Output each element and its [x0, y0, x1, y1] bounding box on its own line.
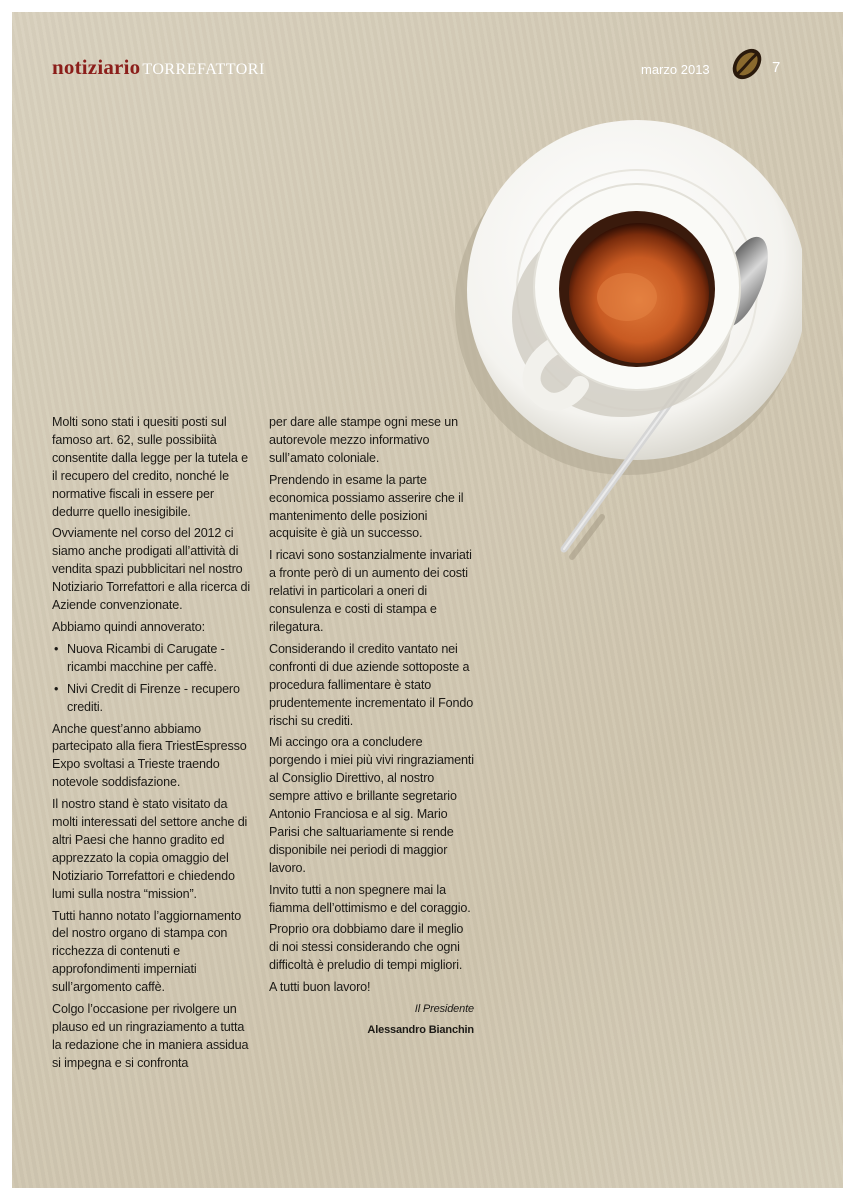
- paragraph: Invito tutti a non spegnere mai la fiamma dell’ottimismo e del coraggio.: [269, 882, 471, 915]
- list-item: • Nuova Ricambi di Carugate - ricambi macchine per caffè.: [52, 641, 252, 677]
- text-column-left: [52, 414, 252, 1077]
- paragraph: Il nostro stand è stato visitato da molti interessati del settore anche di altri Paesi che hanno gradito ed apprezzato la copia omaggio del Notiziario Torrefattori e chiedendo lumi sulla nostra “mission”.: [52, 797, 248, 901]
- masthead: [52, 55, 265, 80]
- coffee-bean-icon: [727, 44, 767, 84]
- paragraph: Considerando il credito vantato nei confronti di due aziende sottoposte a procedura fallimentare è stato prudentemente incrementato il Fondo rischi su crediti.: [269, 641, 474, 728]
- brand-notiziario: notiziario: [52, 55, 141, 79]
- paragraph: Ovviamente nel corso del 2012 ci siamo anche prodigati all’attività di vendita spazi pubblicitari nel nostro Notiziario Torrefattori e alla ricerca di Aziende convenzionate.: [52, 526, 250, 613]
- signature-role: Il Presidente: [414, 1003, 474, 1016]
- paragraph: Colgo l’occasione per rivolgere un plauso ed un ringraziamento a tutta la redazione che in maniera assidua si impegna e si confronta: [52, 1002, 249, 1070]
- text-column-right: [269, 414, 474, 1040]
- page-number: 7: [772, 59, 781, 76]
- paragraph: Proprio ora dobbiamo dare il meglio di noi stessi considerando che ogni difficoltà è preludio di tempi migliori.: [269, 922, 464, 973]
- paragraph: per dare alle stampe ogni mese un autorevole mezzo informativo sull’amato coloniale.: [269, 415, 458, 465]
- issue-date: marzo 2013: [641, 62, 710, 77]
- list-item: • Nivi Credit di Firenze - recupero crediti.: [52, 681, 252, 717]
- paragraph: Tutti hanno notato l’aggiornamento del nostro organo di stampa con ricchezza di contenuti e approfondimenti imperniati sull’argomento caffè.: [52, 908, 242, 995]
- bullet-list: [52, 641, 252, 717]
- paragraph: Anche quest’anno abbiamo partecipato alla fiera TriestEspresso Expo svoltasi a Trieste traendo notevole soddisfazione.: [52, 721, 247, 790]
- paragraph: Abbiamo quindi annoverato:: [52, 619, 205, 634]
- paragraph: Prendendo in esame la parte economica possiamo asserire che il mantenimento delle posizioni acquisite è già un successo.: [269, 472, 464, 541]
- paragraph: A tutti buon lavoro!: [269, 980, 371, 995]
- signature-name: Alessandro Bianchin: [367, 1024, 474, 1036]
- brand-torrefattori: TORREFATTORI: [142, 61, 265, 78]
- paragraph: Mi accingo ora a concludere porgendo i miei più vivi ringraziamenti al Consiglio Direttivo, al nostro sempre attivo e brillante segretario Antonio Franciosa e al sig. Mario Parisi che saltuariamente si rende disponibile nei periodi di maggior lavoro.: [269, 735, 474, 875]
- paragraph: I ricavi sono sostanzialmente invariati a fronte però di un aumento dei costi relativi in particolari a oneri di consulenza e costi di stampa e rilegatura.: [269, 548, 472, 634]
- espresso-cup-icon: [452, 117, 802, 577]
- paragraph: Molti sono stati i quesiti posti sul famoso art. 62, sulle possibiità consentite dalla legge per la tutela e il recupero del credito, nonché le normative fiscali in essere per dedurre quello inesigibile.: [52, 415, 248, 519]
- magazine-page: [12, 12, 843, 1188]
